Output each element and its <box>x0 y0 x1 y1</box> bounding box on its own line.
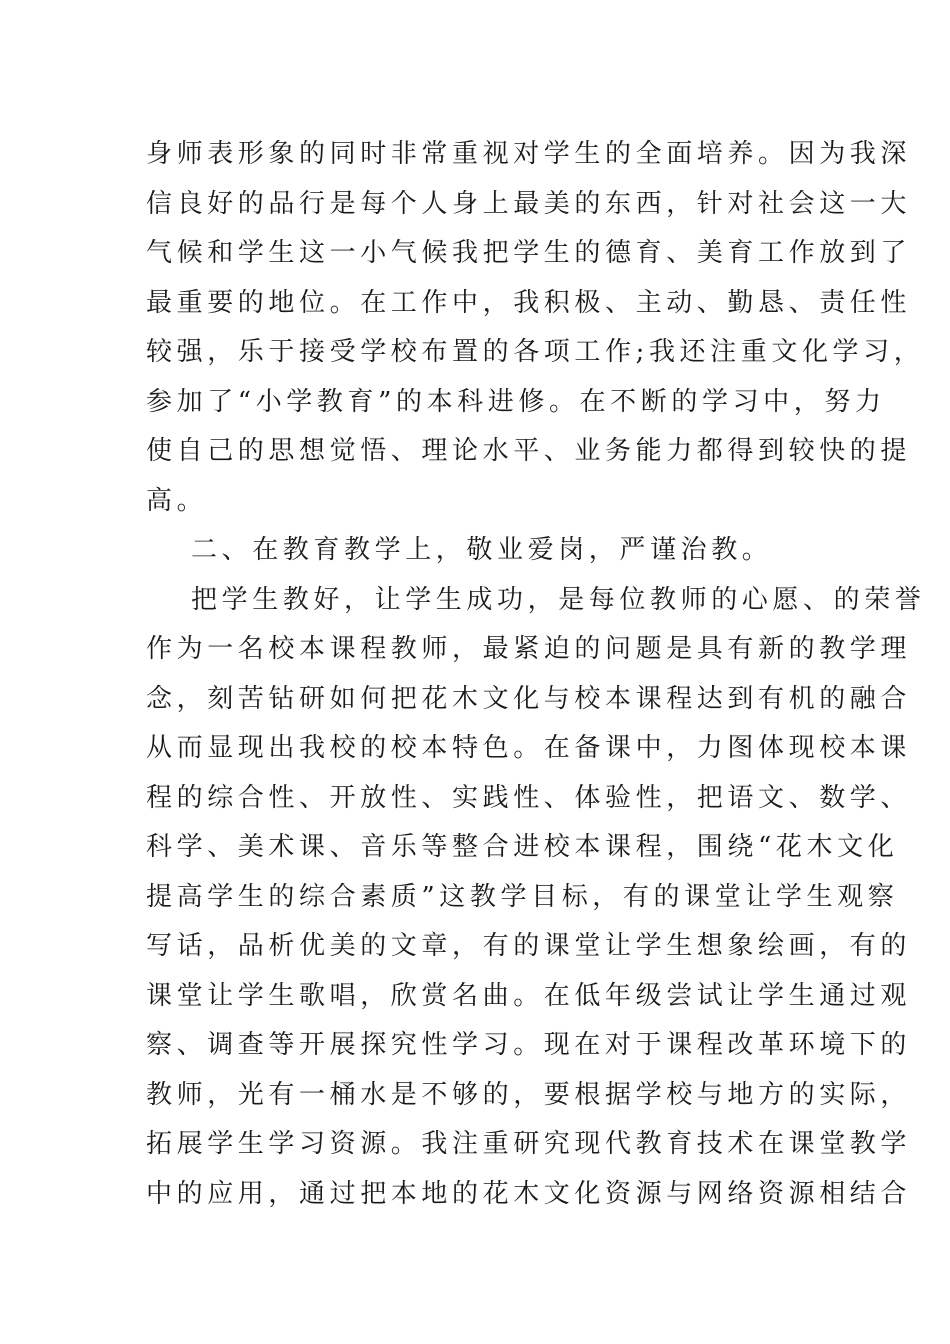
text-line: 程的综合性、开放性、实践性、体验性，把语文、数学、 <box>146 782 912 813</box>
text-line: 信良好的品行是每个人身上最美的东西，针对社会这一大 <box>146 188 912 219</box>
text-line: 把学生教好，让学生成功，是每位教师的心愿、的荣誉 <box>191 584 926 615</box>
text-line: 念，刻苦钻研如何把花木文化与校本课程达到有机的融合 <box>146 683 912 714</box>
text-line: 察、调查等开展探究性学习。现在对于课程改革环境下的 <box>146 1030 912 1060</box>
text-line: 从而显现出我校的校本特色。在备课中，力图体现校本课 <box>146 733 912 763</box>
text-line: 提高学生的综合素质”这教学目标，有的课堂让学生观察 <box>146 881 899 912</box>
text-line: 科学、美术课、音乐等整合进校本课程，围绕“花木文化 <box>146 832 899 862</box>
text-line: 气候和学生这一小气候我把学生的德育、美育工作放到了 <box>146 238 912 268</box>
section-heading: 二、在教育教学上，敬业爱岗，严谨治教。 <box>191 535 773 565</box>
text-line: 教师，光有一桶水是不够的，要根据学校与地方的实际， <box>146 1079 912 1110</box>
text-line: 高。 <box>146 485 208 516</box>
text-line: 较强，乐于接受学校布置的各项工作;我还注重文化学习， <box>146 337 925 367</box>
text-line: 课堂让学生歌唱，欣赏名曲。在低年级尝试让学生通过观 <box>146 980 912 1011</box>
text-line: 身师表形象的同时非常重视对学生的全面培养。因为我深 <box>146 139 912 169</box>
text-line: 最重要的地位。在工作中，我积极、主动、勤恳、责任性 <box>146 287 912 318</box>
text-line: 作为一名校本课程教师，最紧迫的问题是具有新的教学理 <box>146 634 912 664</box>
text-line: 中的应用，通过把本地的花木文化资源与网络资源相结合 <box>146 1178 912 1209</box>
text-line: 拓展学生学习资源。我注重研究现代教育技术在课堂教学 <box>146 1129 912 1159</box>
text-line: 使自己的思想觉悟、理论水平、业务能力都得到较快的提 <box>146 436 912 466</box>
document-body <box>146 130 926 1219</box>
text-line: 参加了“小学教育”的本科进修。在不断的学习中，努力 <box>146 386 886 417</box>
text-line: 写话，品析优美的文章，有的课堂让学生想象绘画，有的 <box>146 931 912 961</box>
